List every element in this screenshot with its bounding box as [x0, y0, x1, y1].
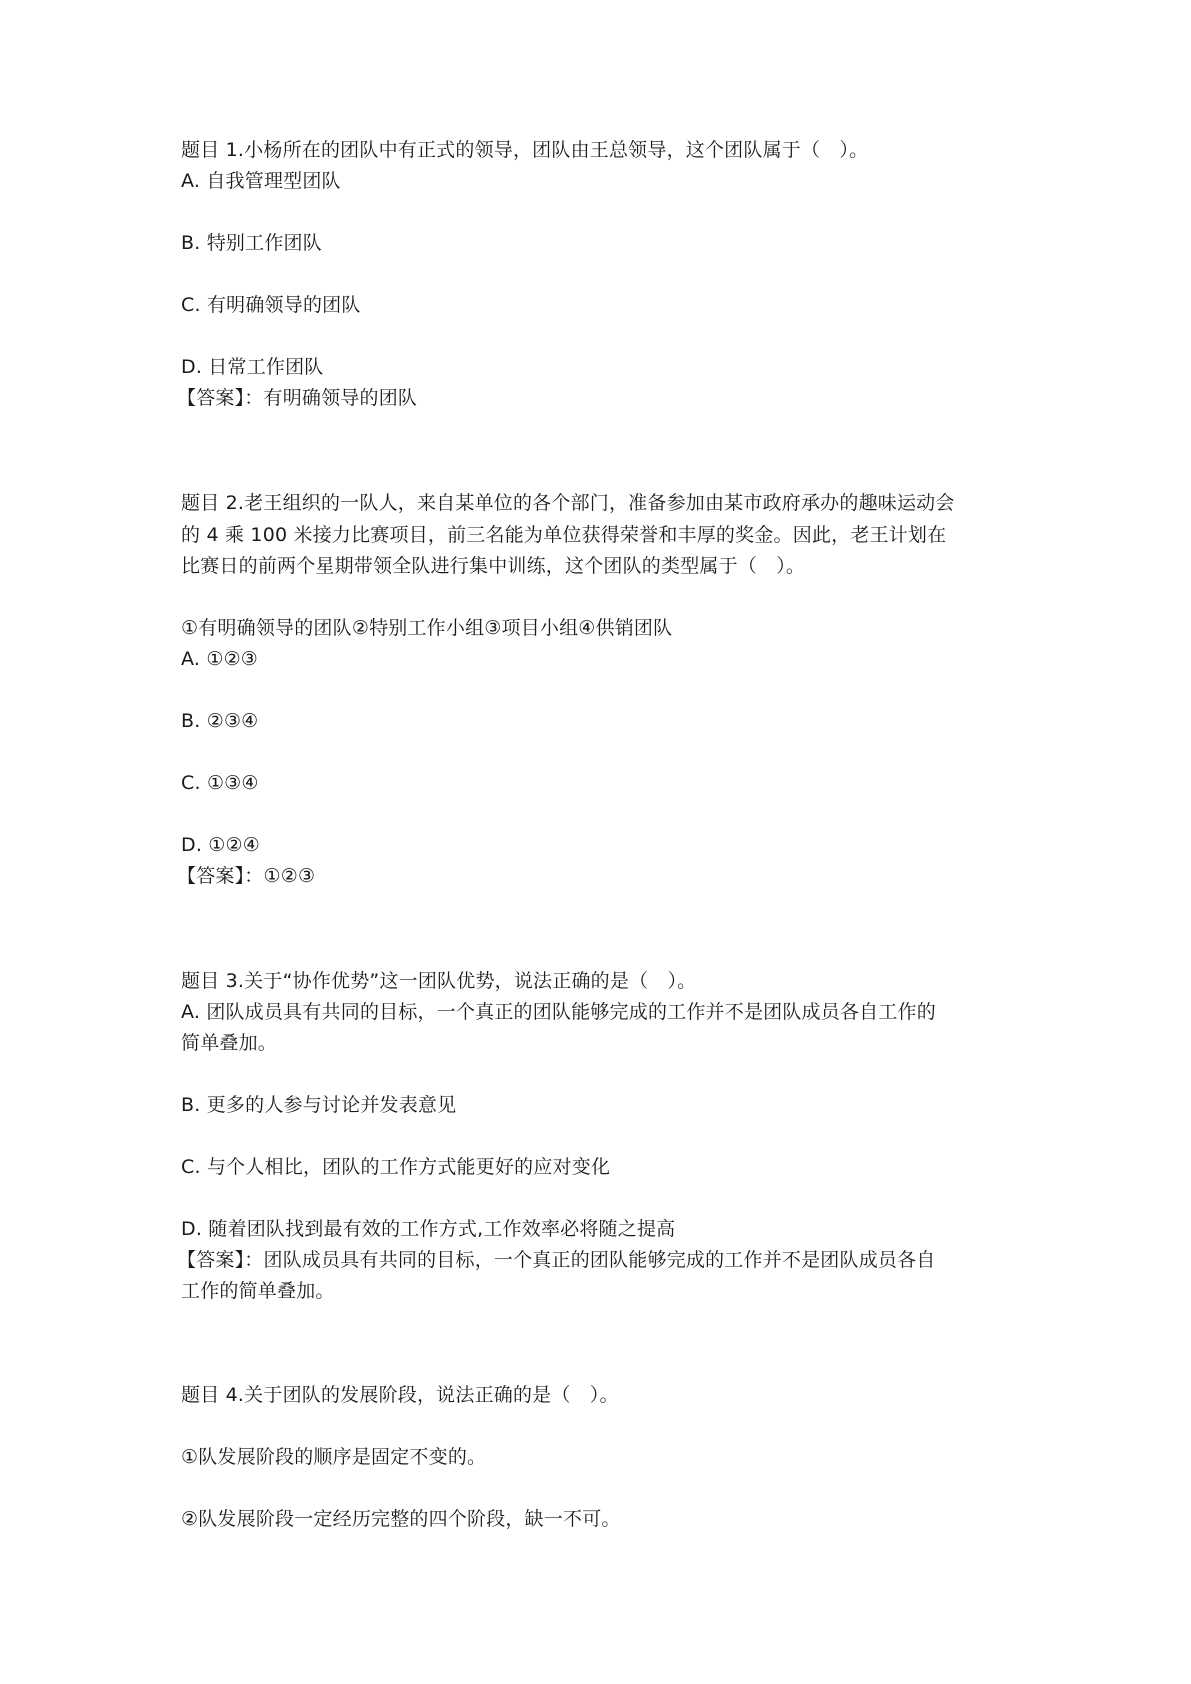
question-2-stem-line-3: 比赛日的前两个星期带领全队进行集中训练，这个团队的类型属于（ ）。: [181, 555, 806, 577]
question-3-stem: 题目 3.关于“协作优势”这一团队优势，说法正确的是（ ）。: [181, 970, 697, 992]
question-4-statement-2: ②队发展阶段一定经历完整的四个阶段，缺一不可。: [181, 1508, 621, 1530]
question-1-option-a: A. 自我管理型团队: [181, 170, 341, 192]
question-2-option-a: A. ①②③: [181, 648, 259, 670]
question-3-option-b: B. 更多的人参与讨论并发表意见: [181, 1094, 457, 1116]
question-2-stem-line-1: 题目 2.老王组织的一队人，来自某单位的各个部门，准备参加由某市政府承办的趣味运动会: [181, 492, 955, 514]
question-1-option-d: D. 日常工作团队: [181, 356, 324, 378]
question-1-answer: 【答案】：有明确领导的团队: [177, 387, 418, 409]
question-3-option-a-line-1: A. 团队成员具有共同的目标，一个真正的团队能够完成的工作并不是团队成员各自工作的: [181, 1001, 936, 1023]
question-3-option-a-line-2: 简单叠加。: [181, 1032, 278, 1054]
question-3-answer-line-1: 【答案】：团队成员具有共同的目标，一个真正的团队能够完成的工作并不是团队成员各自: [177, 1249, 936, 1271]
question-2-option-d: D. ①②④: [181, 834, 261, 856]
question-2-option-b: B. ②③④: [181, 710, 259, 732]
question-1-option-c: C. 有明确领导的团队: [181, 294, 361, 316]
question-2-stem-line-2: 的 4 乘 100 米接力比赛项目，前三名能为单位获得荣誉和丰厚的奖金。因此，老王计划在: [181, 524, 947, 546]
question-2-answer: 【答案】：①②③: [177, 865, 316, 887]
question-3-option-d: D. 随着团队找到最有效的工作方式,工作效率必将随之提高: [181, 1218, 676, 1240]
question-3-option-c: C. 与个人相比，团队的工作方式能更好的应对变化: [181, 1156, 611, 1178]
question-4-stem: 题目 4.关于团队的发展阶段，说法正确的是（ ）。: [181, 1384, 619, 1406]
question-4-statement-1: ①队发展阶段的顺序是固定不变的。: [181, 1446, 487, 1468]
question-1-stem: 题目 1.小杨所在的团队中有正式的领导，团队由王总领导，这个团队属于（ ）。: [181, 139, 869, 161]
question-2-statements: ①有明确领导的团队②特别工作小组③项目小组④供销团队: [181, 617, 673, 639]
question-3-answer-line-2: 工作的简单叠加。: [181, 1280, 335, 1302]
question-2-option-c: C. ①③④: [181, 772, 259, 794]
question-1-option-b: B. 特别工作团队: [181, 232, 322, 254]
